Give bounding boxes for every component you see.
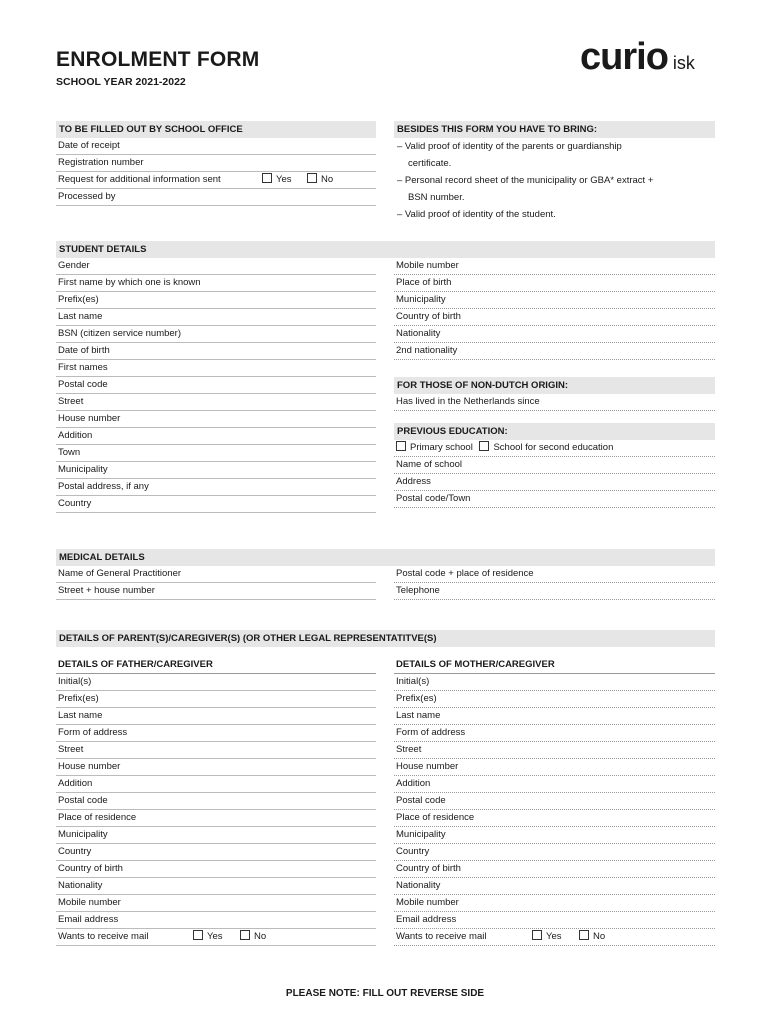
mother-house-number-field[interactable]: House number: [394, 759, 715, 776]
father-mail-label: Wants to receive mail: [58, 931, 149, 942]
student-municipality-field[interactable]: Municipality: [394, 292, 715, 309]
first-names-field[interactable]: First names: [56, 360, 376, 377]
checkbox-icon[interactable]: [579, 930, 589, 940]
checkbox-icon[interactable]: [240, 930, 250, 940]
footer-note: PLEASE NOTE: FILL OUT REVERSE SIDE: [285, 988, 485, 999]
postal-address-field[interactable]: Postal address, if any: [56, 479, 376, 496]
nationality-field[interactable]: Nationality: [394, 326, 715, 343]
office-yes-option[interactable]: [262, 172, 292, 188]
medical-left-column: [56, 566, 376, 600]
mother-country-of-birth-field[interactable]: Country of birth: [394, 861, 715, 878]
place-of-birth-field[interactable]: Place of birth: [394, 275, 715, 292]
street-field[interactable]: Street: [56, 394, 376, 411]
mother-column: [394, 657, 715, 946]
checkbox-icon[interactable]: [262, 173, 272, 183]
father-street-field[interactable]: Street: [56, 742, 376, 759]
second-nationality-field[interactable]: 2nd nationality: [394, 343, 715, 360]
mother-heading: DETAILS OF MOTHER/CAREGIVER: [394, 657, 715, 674]
father-postal-code-field[interactable]: Postal code: [56, 793, 376, 810]
logo-main: curio: [580, 36, 668, 78]
additional-info-field: [56, 172, 376, 189]
bring-heading: BESIDES THIS FORM YOU HAVE TO BRING:: [394, 121, 715, 138]
office-yes-label: Yes: [276, 174, 292, 185]
checkbox-icon[interactable]: [532, 930, 542, 940]
father-heading: DETAILS OF FATHER/CAREGIVER: [56, 657, 376, 674]
mother-mail-yes-option[interactable]: [532, 929, 562, 945]
primary-school-option[interactable]: [396, 442, 473, 453]
non-dutch-heading: FOR THOSE OF NON-DUTCH ORIGIN:: [394, 377, 715, 394]
bsn-field[interactable]: BSN (citizen service number): [56, 326, 376, 343]
curio-logo: [580, 38, 695, 76]
school-postal-town-field[interactable]: Postal code/Town: [394, 491, 715, 508]
parents-heading: DETAILS OF PARENT(S)/CAREGIVER(S) (OR OTHER LEGAL REPRESENTATITVE(S): [56, 630, 715, 647]
father-municipality-field[interactable]: Municipality: [56, 827, 376, 844]
bring-item: – Valid proof of identity of the parents or guardianship: [397, 141, 622, 152]
father-residence-field[interactable]: Place of residence: [56, 810, 376, 827]
primary-school-label: Primary school: [410, 442, 473, 453]
father-mail-field: [56, 929, 376, 946]
mother-mobile-field[interactable]: Mobile number: [394, 895, 715, 912]
father-prefix-field[interactable]: Prefix(es): [56, 691, 376, 708]
medical-heading: MEDICAL DETAILS: [56, 549, 715, 566]
father-initials-field[interactable]: Initial(s): [56, 674, 376, 691]
office-no-option[interactable]: [307, 172, 333, 188]
prefix-field[interactable]: Prefix(es): [56, 292, 376, 309]
mother-addition-field[interactable]: Addition: [394, 776, 715, 793]
last-name-field[interactable]: Last name: [56, 309, 376, 326]
father-mobile-field[interactable]: Mobile number: [56, 895, 376, 912]
father-no-label: No: [254, 931, 267, 942]
mother-postal-code-field[interactable]: Postal code: [394, 793, 715, 810]
country-field[interactable]: Country: [56, 496, 376, 513]
bring-list: [394, 138, 715, 223]
form-title: ENROLMENT FORM: [56, 48, 260, 71]
office-heading: TO BE FILLED OUT BY SCHOOL OFFICE: [56, 121, 376, 138]
gender-field[interactable]: Gender: [56, 258, 376, 275]
school-address-field[interactable]: Address: [394, 474, 715, 491]
gp-postal-field[interactable]: Postal code + place of residence: [394, 566, 715, 583]
checkbox-icon[interactable]: [396, 441, 406, 451]
school-year: SCHOOL YEAR 2021-2022: [56, 76, 186, 88]
mother-street-field[interactable]: Street: [394, 742, 715, 759]
father-column: [56, 657, 376, 946]
lived-in-netherlands-field[interactable]: Has lived in the Netherlands since: [394, 394, 715, 411]
municipality-field[interactable]: Municipality: [56, 462, 376, 479]
school-name-field[interactable]: Name of school: [394, 457, 715, 474]
mother-prefix-field[interactable]: Prefix(es): [394, 691, 715, 708]
father-mail-yes-option[interactable]: [193, 929, 223, 945]
father-yes-label: Yes: [207, 931, 223, 942]
town-field[interactable]: Town: [56, 445, 376, 462]
mother-residence-field[interactable]: Place of residence: [394, 810, 715, 827]
mother-no-label: No: [593, 931, 606, 942]
father-country-field[interactable]: Country: [56, 844, 376, 861]
mobile-number-field[interactable]: Mobile number: [394, 258, 715, 275]
country-of-birth-field[interactable]: Country of birth: [394, 309, 715, 326]
gp-street-field[interactable]: Street + house number: [56, 583, 376, 600]
known-name-field[interactable]: First name by which one is known: [56, 275, 376, 292]
father-mail-no-option[interactable]: [240, 929, 266, 945]
student-left-column: [56, 258, 376, 513]
checkbox-icon[interactable]: [193, 930, 203, 940]
father-form-of-address-field[interactable]: Form of address: [56, 725, 376, 742]
father-last-name-field[interactable]: Last name: [56, 708, 376, 725]
father-nationality-field[interactable]: Nationality: [56, 878, 376, 895]
father-country-of-birth-field[interactable]: Country of birth: [56, 861, 376, 878]
additional-info-label: Request for additional information sent: [58, 174, 221, 185]
bring-item: – Personal record sheet of the municipality or GBA* extract +: [397, 175, 654, 186]
date-of-birth-field[interactable]: Date of birth: [56, 343, 376, 360]
student-heading: STUDENT DETAILS: [56, 241, 715, 258]
office-section: [56, 121, 376, 206]
bring-section: [394, 121, 715, 223]
postal-code-field[interactable]: Postal code: [56, 377, 376, 394]
father-house-number-field[interactable]: House number: [56, 759, 376, 776]
logo-suffix: isk: [672, 53, 695, 73]
gp-telephone-field[interactable]: Telephone: [394, 583, 715, 600]
gp-name-field[interactable]: Name of General Practitioner: [56, 566, 376, 583]
bring-item: certificate.: [408, 158, 452, 169]
second-school-option[interactable]: [479, 442, 613, 453]
mother-last-name-field[interactable]: Last name: [394, 708, 715, 725]
office-no-label: No: [321, 174, 334, 185]
bring-item: BSN number.: [408, 192, 465, 203]
mother-form-of-address-field[interactable]: Form of address: [394, 725, 715, 742]
mother-initials-field[interactable]: Initial(s): [394, 674, 715, 691]
checkbox-icon[interactable]: [479, 441, 489, 451]
addition-field[interactable]: Addition: [56, 428, 376, 445]
mother-mail-field: [394, 929, 715, 946]
mother-yes-label: Yes: [546, 931, 562, 942]
bring-item: – Valid proof of identity of the student.: [397, 209, 556, 220]
mother-email-field[interactable]: Email address: [394, 912, 715, 929]
previous-education-heading: PREVIOUS EDUCATION:: [394, 423, 715, 440]
mother-mail-no-option[interactable]: [579, 929, 605, 945]
student-right-column: [394, 258, 715, 508]
checkbox-icon[interactable]: [307, 173, 317, 183]
second-school-label: School for second education: [493, 442, 614, 453]
mother-municipality-field[interactable]: Municipality: [394, 827, 715, 844]
house-number-field[interactable]: House number: [56, 411, 376, 428]
mother-nationality-field[interactable]: Nationality: [394, 878, 715, 895]
registration-number-field[interactable]: Registration number: [56, 155, 376, 172]
school-type-options: [394, 440, 715, 457]
mother-mail-label: Wants to receive mail: [396, 931, 487, 942]
father-email-field[interactable]: Email address: [56, 912, 376, 929]
mother-country-field[interactable]: Country: [394, 844, 715, 861]
father-addition-field[interactable]: Addition: [56, 776, 376, 793]
processed-by-field[interactable]: Processed by: [56, 189, 376, 206]
medical-right-column: [394, 566, 715, 600]
date-of-receipt-field[interactable]: Date of receipt: [56, 138, 376, 155]
